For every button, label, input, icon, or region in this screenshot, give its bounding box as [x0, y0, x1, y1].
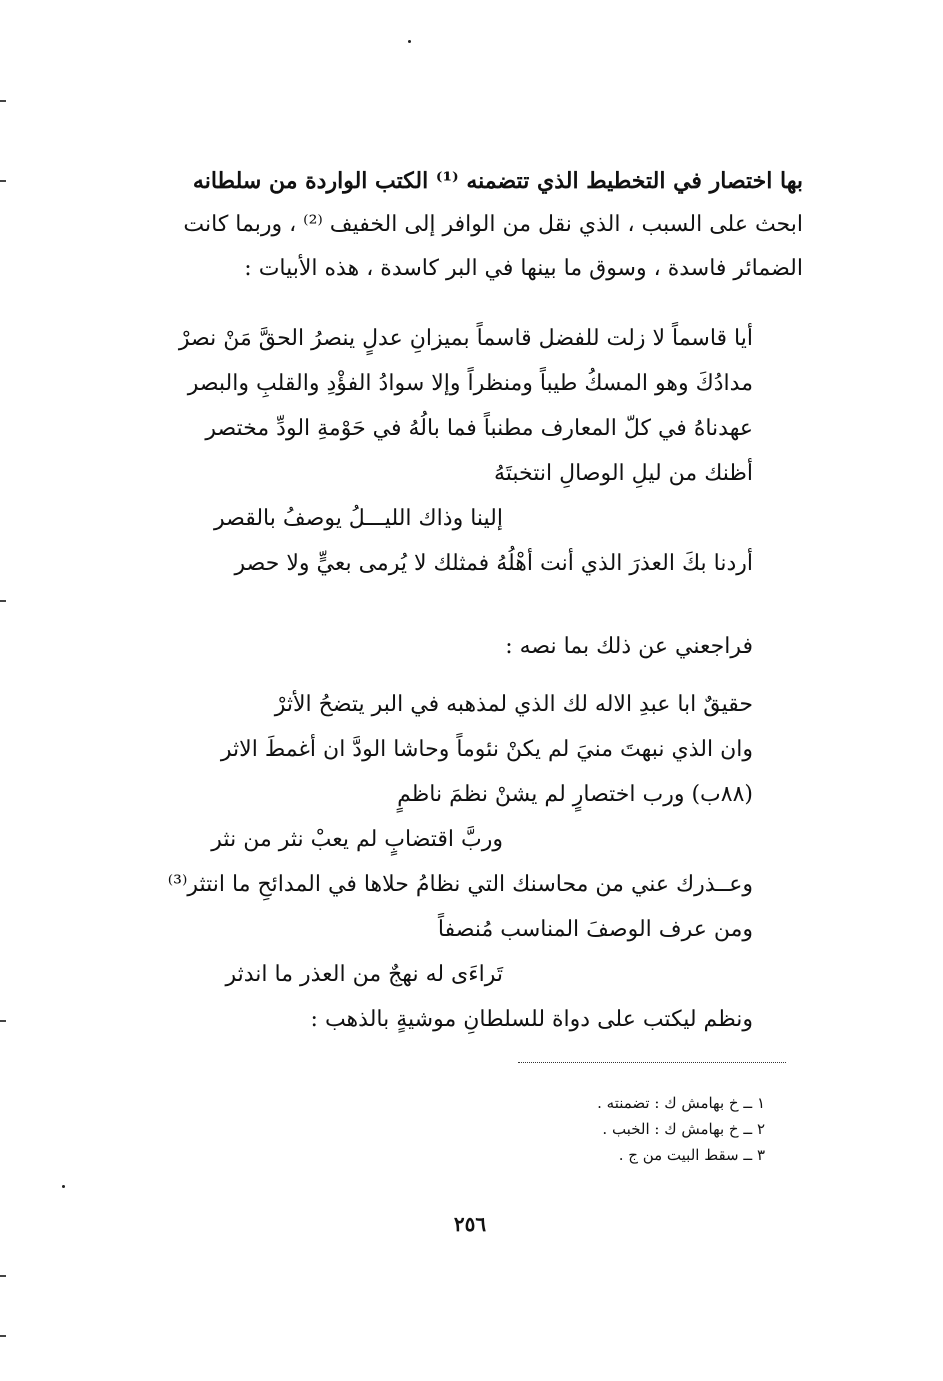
intro-paragraph	[123, 166, 803, 281]
footnotes	[465, 1092, 765, 1172]
verse-line: ونظم ليكتب على دواة للسلطانِ موشيةٍ بالذهب :	[310, 1007, 753, 1032]
page-number: ٢٥٦	[453, 1212, 487, 1236]
verse-line: (٨٨ب) ورب اختصارٍ لم يشنْ نظمَ ناظمٍ	[397, 782, 753, 807]
verse-line: حقيقٌ ابا عبدِ الاله لك الذي لمذهبه في البر يتضحُ الأثرْ	[274, 692, 753, 717]
verse-line: مدادُكَ وهو المسكُ طيباً ومنظراً وإلا سوادُ الفؤْدِ والقلبِ والبصر	[187, 371, 753, 396]
margin-mark	[0, 600, 6, 602]
reply-intro	[153, 632, 753, 666]
footnote-separator	[518, 1062, 786, 1063]
verse-line: أيا قاسماً لا زلت للفضل قاسماً بميزانِ عدلٍ ينصرُ الحقَّ مَنْ نصرْ	[178, 326, 753, 351]
verse-line: وعــذرك عني من محاسنك التي نظامُ حلاها في المدائحِ ما انتثر⁽³⁾	[167, 872, 753, 897]
margin-mark	[0, 1020, 6, 1022]
footnote: ٢ ــ خ بهامش ك : الخبب .	[602, 1120, 765, 1138]
verse-line: وربَّ اقتضابٍ لم يعبْ نثر من نثر	[211, 827, 503, 852]
margin-mark	[0, 1335, 6, 1337]
reply-intro-line: فراجعني عن ذلك بما نصه :	[505, 634, 753, 659]
scan-speck	[62, 1185, 65, 1188]
verse-line: أظنك من ليلِ الوصالِ انتخبتَهُ	[493, 461, 753, 486]
footnote: ٣ ــ سقط البيت من ج .	[618, 1146, 765, 1164]
verse-line: ومن عرف الوصفَ المناسب مُنصفاً	[437, 917, 753, 942]
intro-line: بها اختصار في التخطيط الذي تتضمنه ⁽¹⁾ الكتب الواردة من سلطانه	[192, 168, 803, 194]
verse-line: عهدناهُ في كلّ المعارف مطنباً فما بالُهُ في حَوْمةِ الودِّ مختصر	[205, 416, 753, 441]
scan-speck	[408, 40, 411, 43]
verse-line: إلينا وذاك الليـــلُ يوصفُ بالقصر	[214, 506, 503, 531]
margin-mark	[0, 100, 6, 102]
intro-line: الضمائر فاسدة ، وسوق ما بينها في البر كاسدة ، هذه الأبيات :	[244, 256, 803, 281]
intro-line: ابحث على السبب ، الذي نقل من الوافر إلى الخفيف ⁽²⁾ ، وربما كانت	[183, 212, 803, 237]
footnote: ١ ــ خ بهامش ك : تضمنته .	[597, 1094, 765, 1112]
verse-line: تَراءَى له نهجٌ من العذر ما اندثر	[225, 962, 503, 987]
poem-first	[153, 324, 753, 584]
margin-mark	[0, 1275, 6, 1277]
verse-line: أردنا بكَ العذرَ الذي أنت أهْلُهُ فمثلك لا يُرمى بعيٍّ ولا حصر	[234, 551, 753, 576]
margin-mark	[0, 180, 6, 182]
verse-line: وان الذي نبهتَ منيَ لم يكنْ نئوماً وحاشا الودَّ ان أغمطَ الاثر	[220, 737, 753, 762]
poem-second	[153, 690, 753, 1035]
